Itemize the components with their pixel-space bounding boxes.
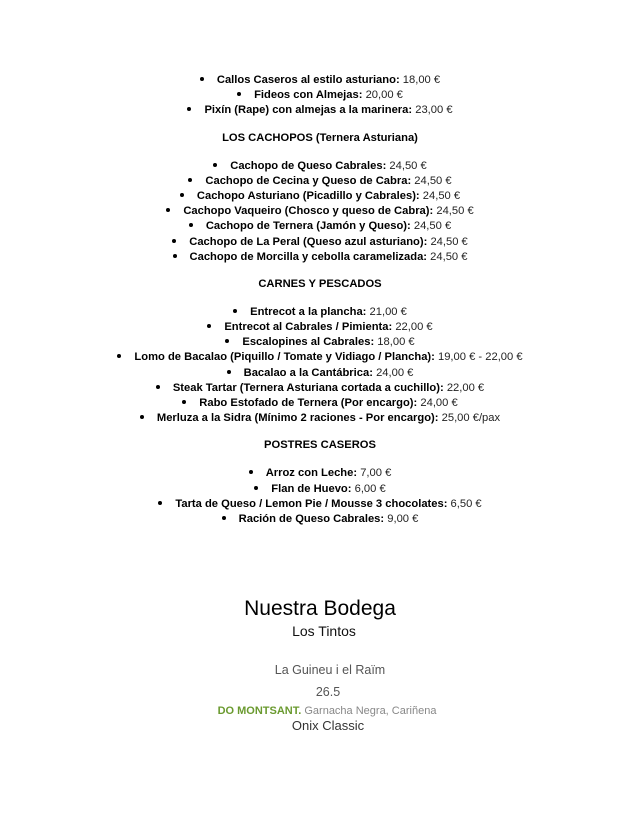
bullet-icon: [180, 193, 184, 197]
menu-item: Entrecot a la plancha: 21,00 €: [0, 305, 640, 320]
menu-item: Merluza a la Sidra (Mínimo 2 raciones - Por encargo): 25,00 €/pax: [0, 411, 640, 426]
bullet-icon: [172, 239, 176, 243]
wine-denomination: DO MONTSANT.: [217, 705, 302, 717]
menu-item: Cachopo de Queso Cabrales: 24,50 €: [0, 159, 640, 174]
menu-item: Flan de Huevo: 6,00 €: [0, 482, 640, 497]
menu-list: [0, 73, 640, 527]
bullet-icon: [254, 486, 258, 490]
menu-item: Escalopines al Cabrales: 18,00 €: [0, 335, 640, 350]
bullet-icon: [222, 516, 226, 520]
bodega-section: [0, 596, 640, 734]
menu-item: Fideos con Almejas: 20,00 €: [0, 88, 640, 103]
bullet-icon: [117, 354, 121, 358]
menu-item: Rabo Estofado de Ternera (Por encargo): 24,00 €: [0, 396, 640, 411]
wine-price: 26.5: [315, 685, 341, 699]
menu-item: Steak Tartar (Ternera Asturiana cortada a cuchillo): 22,00 €: [0, 381, 640, 396]
bullet-icon: [156, 385, 160, 389]
bullet-icon: [158, 501, 162, 505]
bullet-icon: [249, 470, 253, 474]
section-title: LOS CACHOPOS (Ternera Asturiana): [222, 131, 418, 144]
section-title: POSTRES CASEROS: [264, 439, 376, 452]
bullet-icon: [166, 208, 170, 212]
bullet-icon: [225, 339, 229, 343]
menu-item: Pixín (Rape) con almejas a la marinera: 23,00 €: [0, 103, 640, 118]
menu-item: Cachopo Asturiano (Picadillo y Cabrales): 24,50 €: [0, 189, 640, 204]
menu-item: Arroz con Leche: 7,00 €: [0, 466, 640, 481]
menu-item: Cachopo de La Peral (Queso azul asturiano): 24,50 €: [0, 235, 640, 250]
bullet-icon: [189, 223, 193, 227]
bullet-icon: [227, 370, 231, 374]
section-carnes-y-pescados: [0, 277, 640, 427]
menu-item: Bacalao a la Cantábrica: 24,00 €: [0, 366, 640, 381]
bullet-icon: [213, 163, 217, 167]
menu-item: Tarta de Queso / Lemon Pie / Mousse 3 chocolates: 6,50 €: [0, 497, 640, 512]
menu-item: Lomo de Bacalao (Piquillo / Tomate y Vidiago / Plancha): 19,00 € - 22,00 €: [0, 350, 640, 365]
next-wine-name: Onix Classic: [291, 718, 365, 733]
bullet-icon: [173, 254, 177, 258]
bullet-icon: [182, 400, 186, 404]
menu-item: Cachopo Vaqueiro (Chosco y queso de Cabra): 24,50 €: [0, 204, 640, 219]
wine-name: La Guineu i el Raïm: [274, 663, 386, 677]
bullet-icon: [200, 77, 204, 81]
wine-grapes: Garnacha Negra, Cariñena: [304, 705, 437, 717]
menu-item: Entrecot al Cabrales / Pimienta: 22,00 €: [0, 320, 640, 335]
bullet-icon: [237, 92, 241, 96]
bullet-icon: [233, 309, 237, 313]
section-postres-caseros: [0, 438, 640, 527]
menu-item: Callos Caseros al estilo asturiano: 18,00 €: [0, 73, 640, 88]
bullet-icon: [187, 107, 191, 111]
bullet-icon: [140, 415, 144, 419]
bullet-icon: [188, 178, 192, 182]
section-previous-continuation: [0, 73, 640, 119]
section-cachopos: [0, 131, 640, 265]
section-title: CARNES Y PESCADOS: [258, 277, 382, 290]
menu-item: Cachopo de Ternera (Jamón y Queso): 24,50 €: [0, 219, 640, 234]
bullet-icon: [207, 324, 211, 328]
wine-origin: [14, 704, 640, 718]
menu-item: Cachopo de Cecina y Queso de Cabra: 24,50 €: [0, 174, 640, 189]
bodega-subtitle: Los Tintos: [292, 623, 356, 639]
menu-item: Ración de Queso Cabrales: 9,00 €: [0, 512, 640, 527]
menu-item: Cachopo de Morcilla y cebolla caramelizada: 24,50 €: [0, 250, 640, 265]
bodega-title: Nuestra Bodega: [244, 597, 396, 620]
